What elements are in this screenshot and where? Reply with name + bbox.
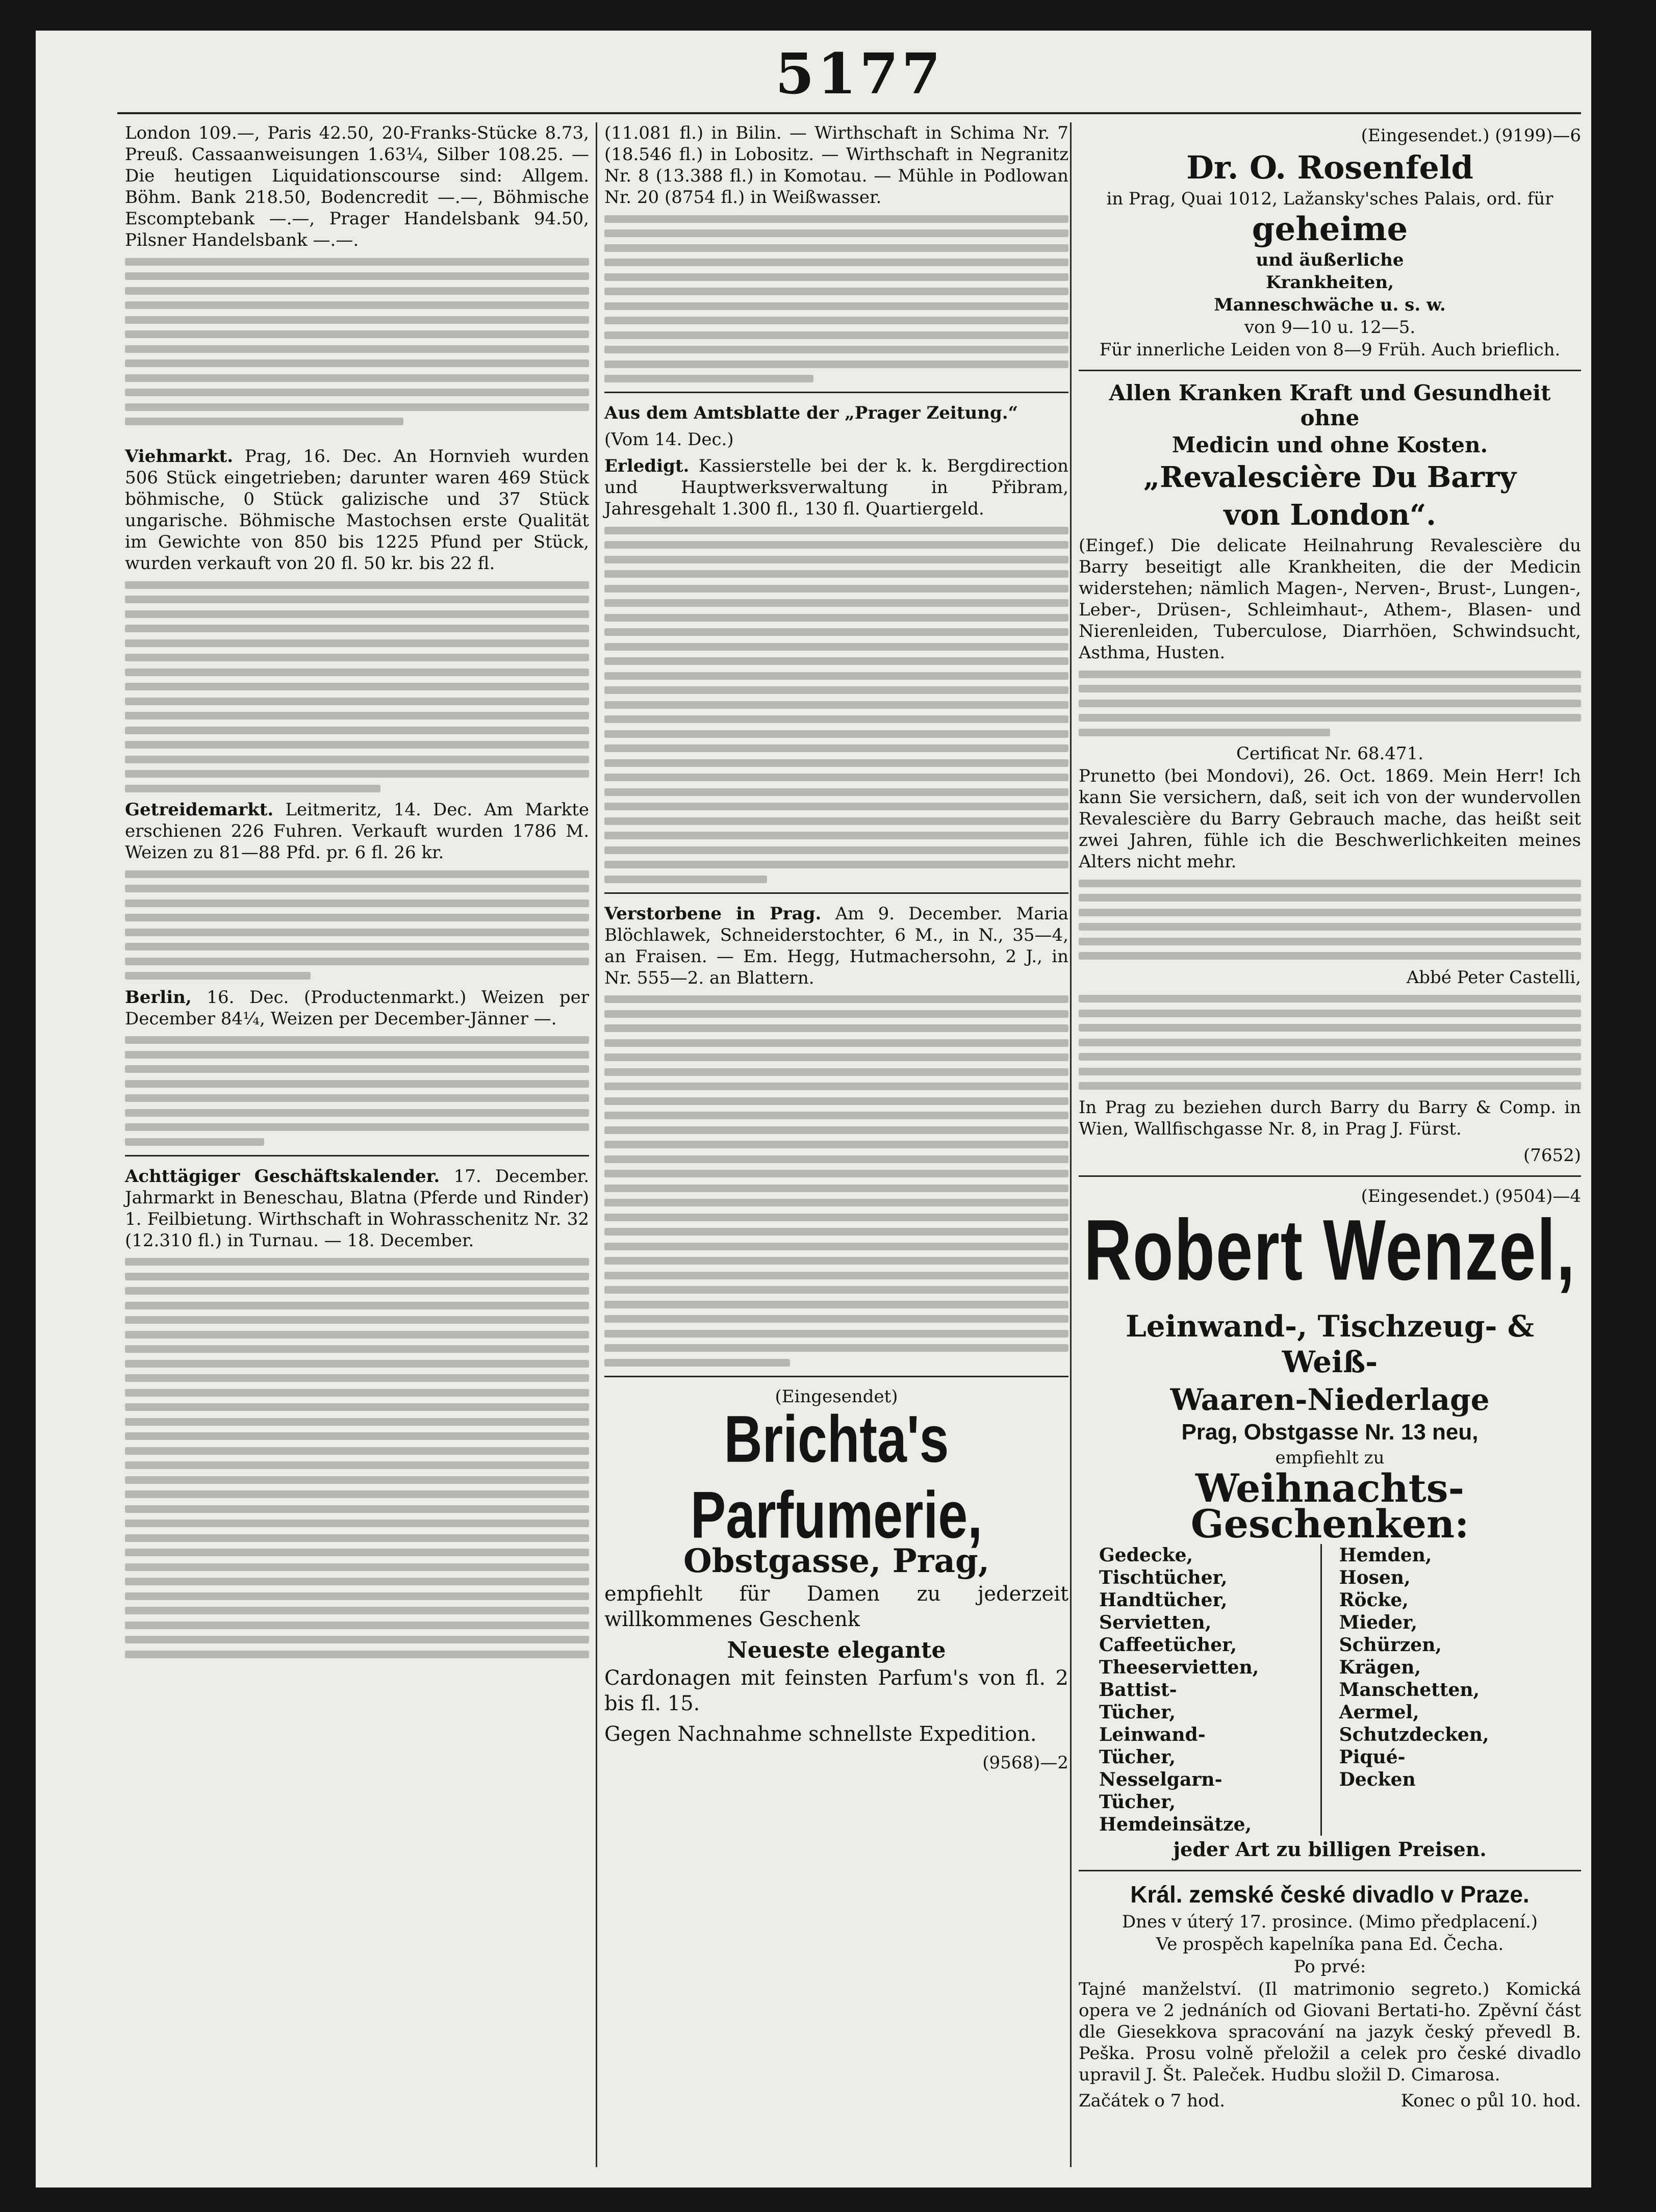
gift-item: Krägen, xyxy=(1339,1656,1421,1678)
gift-list-right xyxy=(1329,1544,1561,1836)
theatre-start: Začátek o 7 hod. xyxy=(1079,2090,1226,2111)
text-line xyxy=(125,1636,589,1643)
text-line xyxy=(604,1010,1068,1018)
erledigt-section xyxy=(604,455,1068,520)
gift-item: Röcke, xyxy=(1339,1589,1409,1611)
theatre-end: Konec o půl 10. hod. xyxy=(1400,2090,1581,2111)
text-line xyxy=(1079,995,1581,1002)
grain-market xyxy=(125,799,589,863)
gift-item: Schutzdecken, xyxy=(1339,1724,1489,1745)
text-line xyxy=(604,1068,1068,1076)
gift-item: Hemdeinsätze, xyxy=(1099,1813,1252,1835)
ad3-gifts: Weihnachts-Geschenken: xyxy=(1190,1465,1469,1547)
grain-market-text: Leitmeritz, 14. Dec. Am Markte erschienen 226 Fuhren. Verkauft wurden 1786 M. Weizen zu 81—88 Pfd. pr. 6 fl. 26 kr. xyxy=(125,800,589,863)
text-line xyxy=(125,683,589,690)
text-line xyxy=(1079,938,1581,945)
text-line xyxy=(125,899,589,907)
text-line xyxy=(125,1258,589,1266)
ad2-text: (Eingef.) Die delicate Heilnahrung Revalescière du Barry beseitigt alle Krankheiten, die der Medicin widerstehen; nämlich Magen-, Nerven-, Brust-, Lungen-, Leber-, Drüsen-, Schleimhaut-, Athem-, Blasen- und Nierenleiden, Tuberculose, Diarrhöen, Schwindsucht, Asthma, Husten. xyxy=(1079,535,1581,663)
text-line xyxy=(125,596,589,603)
text-line xyxy=(604,599,1068,607)
deaths-heading: Verstorbene in Prag. xyxy=(604,903,822,924)
text-line xyxy=(125,1036,589,1044)
text-line xyxy=(604,1315,1068,1323)
text-line xyxy=(125,972,311,980)
text-line xyxy=(125,712,589,719)
text-line xyxy=(125,1607,589,1614)
text-line xyxy=(125,1287,589,1295)
ad2-cert: Certificat Nr. 68.471. xyxy=(1236,743,1424,764)
ad3-label: (Eingesendet.) (9504)—4 xyxy=(1361,1186,1581,1206)
text-line xyxy=(604,244,1068,252)
text-line xyxy=(604,817,1068,825)
text-line xyxy=(125,1389,589,1397)
calendar-heading: Achttägiger Geschäftskalender. xyxy=(125,1166,440,1187)
text-line xyxy=(125,727,589,734)
text-line xyxy=(604,541,1068,549)
text-line xyxy=(125,1622,589,1629)
text-line xyxy=(1079,1068,1581,1075)
ad1-label: (Eingesendet.) (9199)—6 xyxy=(1361,125,1581,146)
text-line xyxy=(125,374,589,382)
ad1-big-1: geheime xyxy=(1252,210,1408,248)
cattle-market-text: Prag, 16. Dec. An Hornvieh wurden 506 Stück eingetrieben; darunter waren 469 Stück böhmische, 0 Stück galizische und 37 Stück ungarische. Böhmische Mastochsen erste Qualität im Gewichte von 850 bis 1225 Pfund per Stück, wurden verkauft von 20 fl. 50 kr. bis 22 fl. xyxy=(125,446,590,574)
text-line xyxy=(1079,894,1581,902)
text-line xyxy=(125,1273,589,1280)
text-line xyxy=(125,668,589,676)
gift-item: Battist-Tücher, xyxy=(1099,1679,1177,1723)
grain-market-heading: Getreidemarkt. xyxy=(125,800,274,820)
ad1-note: Für innerliche Leiden von 8—9 Früh. Auch brieflich. xyxy=(1099,340,1561,360)
text-line xyxy=(604,759,1068,767)
ad1-sub-1: und äußerliche xyxy=(1256,250,1404,270)
gift-item: Gedecke, xyxy=(1099,1544,1193,1566)
column-3 xyxy=(1079,122,1581,2114)
text-line xyxy=(125,403,589,411)
text-line xyxy=(604,1083,1068,1090)
section-rule xyxy=(125,1155,589,1156)
text-line xyxy=(1079,909,1581,916)
text-line xyxy=(1079,729,1330,736)
text-line xyxy=(1079,880,1581,887)
text-line xyxy=(604,715,1068,723)
revalesciere-advertisement xyxy=(1079,380,1581,1166)
deaths-section xyxy=(604,903,1068,989)
text-line xyxy=(604,570,1068,578)
text-line xyxy=(1079,1039,1581,1046)
brichta-line-4: Gegen Nachnahme schnellste Expedition. xyxy=(604,1722,1037,1746)
text-line xyxy=(604,361,1068,368)
ad1-sub-2: Krankheiten, xyxy=(1266,272,1394,293)
text-line xyxy=(125,1316,589,1324)
gift-item: Manschetten, xyxy=(1339,1679,1480,1701)
gift-list-left xyxy=(1099,1544,1322,1836)
brichta-code: (9568)—2 xyxy=(982,1752,1068,1773)
text-line xyxy=(604,229,1068,237)
text-line xyxy=(604,995,1068,1003)
column-divider-1 xyxy=(596,122,597,2167)
text-line xyxy=(125,1549,589,1556)
text-line xyxy=(125,301,589,309)
text-line xyxy=(604,1024,1068,1032)
text-line xyxy=(1079,952,1581,960)
theatre-benefit: Ve prospěch kapelníka pana Ed. Čecha. xyxy=(1156,1934,1504,1954)
berlin-heading: Berlin, xyxy=(125,987,192,1008)
text-line xyxy=(125,943,589,950)
theatre-times xyxy=(1079,2091,1581,2111)
ad-label: (Eingesendet) xyxy=(775,1386,898,1407)
brichta-title: Brichta's Parfumerie, xyxy=(690,1402,983,1552)
text-line xyxy=(604,1112,1068,1119)
text-line xyxy=(125,885,589,892)
text-line xyxy=(604,1301,1068,1308)
calendar-text: 17. December. Jahrmarkt in Beneschau, Blatna (Pferde und Rinder) 1. Feilbietung. Wirthschaft in Wohrasschenitz Nr. 32 (12.310 fl.) in Turnau. — 18. December. xyxy=(125,1166,589,1251)
text-line xyxy=(604,701,1068,709)
text-line xyxy=(1079,1024,1581,1032)
berlin-text: 16. Dec. (Productenmarkt.) Weizen per December 84¼, Weizen per December-Jänner —. xyxy=(125,987,589,1029)
berlin-market xyxy=(125,987,589,1030)
text-line xyxy=(125,1520,589,1527)
text-line xyxy=(125,1138,264,1146)
ad2-agent: In Prag zu beziehen durch Barry du Barry & Comp. in Wien, Wallfischgasse Nr. 8, in Prag J. Fürst. xyxy=(1079,1097,1581,1139)
section-rule xyxy=(1079,370,1581,371)
text-line xyxy=(125,1403,589,1411)
text-line xyxy=(604,1155,1068,1163)
ad3-footer: jeder Art zu billigen Preisen. xyxy=(1173,1837,1487,1861)
text-line xyxy=(125,958,589,965)
text-line xyxy=(604,259,1068,266)
deaths-text: Am 9. December. Maria Blöchlawek, Schneiderstochter, 6 M., in N., 35—4, an Fraisen. — Em. Hegg, Hutmachersohn, 2 J., in Nr. 555—2. an Blattern. xyxy=(604,903,1068,988)
text-line xyxy=(125,1374,589,1382)
text-line xyxy=(604,1126,1068,1134)
gift-item: Mieder, xyxy=(1339,1611,1417,1633)
gift-item: Piqué-Decken xyxy=(1339,1746,1416,1790)
theatre-notice xyxy=(1079,1881,1581,2111)
column-2 xyxy=(604,122,1068,1779)
text-line xyxy=(604,1257,1068,1265)
brichta-advertisement xyxy=(604,1386,1068,1773)
text-line xyxy=(604,643,1068,651)
theatre-first: Po prvé: xyxy=(1293,1956,1366,1977)
text-line xyxy=(604,346,1068,353)
text-line xyxy=(125,1065,589,1073)
erledigt-heading: Erledigt. xyxy=(604,456,690,476)
text-line xyxy=(604,876,767,883)
text-line xyxy=(604,317,1068,324)
column-divider-2 xyxy=(1070,122,1072,2167)
text-line xyxy=(604,1330,1068,1338)
text-line xyxy=(1079,685,1581,692)
text-line xyxy=(125,359,589,367)
text-line xyxy=(125,1461,589,1469)
ad3-address: Prag, Obstgasse Nr. 13 neu, xyxy=(1181,1419,1479,1445)
text-line xyxy=(604,686,1068,694)
header-rule xyxy=(117,112,1581,114)
ad2-sign: Abbé Peter Castelli, xyxy=(1406,967,1581,988)
market-report: London 109.—, Paris 42.50, 20-Franks-Stücke 8.73, Preuß. Cassaanweisungen 1.63¼, Silber 108.25. — Die heutigen Liquidationscourse sind: Allgem. Böhm. Bank 218.50, Bodencredit —.—, Böhmische Escomptebank —.—, Prager Handelsbank 94.50, Pilsner Handelsbank —.—. xyxy=(125,123,589,250)
text-line xyxy=(125,1534,589,1542)
text-line xyxy=(604,1199,1068,1206)
wenzel-advertisement xyxy=(1079,1186,1581,1861)
gift-item: Schürzen, xyxy=(1339,1634,1442,1656)
gift-item: Caffeetücher, xyxy=(1099,1634,1237,1656)
text-line xyxy=(604,672,1068,680)
text-line xyxy=(125,741,589,749)
text-line xyxy=(604,614,1068,622)
gift-item: Hemden, xyxy=(1339,1544,1432,1566)
text-line xyxy=(604,803,1068,810)
ad1-name: Dr. O. Rosenfeld xyxy=(1186,149,1473,186)
section-rule xyxy=(604,1376,1068,1377)
text-line xyxy=(125,316,589,324)
text-line xyxy=(125,625,589,632)
text-line xyxy=(604,774,1068,781)
text-line xyxy=(604,1053,1068,1061)
text-line xyxy=(604,1039,1068,1047)
gift-item: Leinwand-Tücher, xyxy=(1099,1724,1206,1768)
gift-item: Hosen, xyxy=(1339,1566,1411,1588)
text-line xyxy=(125,1563,589,1571)
text-line xyxy=(125,610,589,618)
ad2-title-2: von London“. xyxy=(1224,498,1436,532)
text-line xyxy=(604,1141,1068,1148)
text-line xyxy=(1079,1082,1581,1090)
text-line xyxy=(604,302,1068,310)
text-line xyxy=(125,1418,589,1426)
ad3-rec: empfiehlt zu xyxy=(1275,1447,1385,1468)
ad2-head-1: Allen Kranken Kraft und Gesundheit ohne xyxy=(1109,380,1551,430)
ad2-head-2: Medicin und ohne Kosten. xyxy=(1171,432,1488,457)
text-line xyxy=(1079,714,1581,722)
text-line xyxy=(125,330,589,338)
text-line xyxy=(125,1123,589,1131)
text-line xyxy=(604,657,1068,665)
gift-item: Aermel, xyxy=(1339,1701,1419,1723)
section-rule xyxy=(1079,1175,1581,1177)
text-line xyxy=(604,1359,790,1367)
text-line xyxy=(125,418,403,425)
text-line xyxy=(604,1214,1068,1221)
brichta-line-1: empfiehlt für Damen zu jederzeit willkommenes Geschenk xyxy=(604,1582,1068,1631)
gift-item: Theeservietten, xyxy=(1099,1656,1259,1678)
text-line xyxy=(604,788,1068,796)
text-line xyxy=(604,1170,1068,1177)
text-line xyxy=(125,1432,589,1440)
text-line xyxy=(604,1228,1068,1236)
text-line xyxy=(125,1447,589,1455)
text-line xyxy=(125,756,589,763)
text-line xyxy=(1079,671,1581,678)
text-line xyxy=(604,846,1068,854)
text-line xyxy=(125,389,589,396)
newspaper-page xyxy=(36,31,1591,2188)
text-line xyxy=(1079,1053,1581,1061)
text-line xyxy=(604,215,1068,223)
text-line xyxy=(125,1109,589,1117)
text-line xyxy=(604,273,1068,281)
section-rule xyxy=(1079,1870,1581,1871)
text-line xyxy=(125,914,589,921)
brichta-line-3: Cardonagen mit feinsten Parfum's von fl. 2 bis fl. 15. xyxy=(604,1666,1068,1715)
cattle-market xyxy=(125,446,589,574)
text-line xyxy=(125,1490,589,1498)
text-line xyxy=(604,1344,1068,1352)
ad3-line-2: Waaren-Niederlage xyxy=(1170,1382,1490,1417)
text-line xyxy=(125,1302,589,1309)
text-line xyxy=(604,1286,1068,1294)
text-line xyxy=(604,375,813,382)
theatre-title: Král. zemské české divadlo v Praze. xyxy=(1130,1881,1530,1908)
erledigt-text: Kassierstelle bei der k. k. Bergdirection und Hauptwerksverwaltung in Přibram, Jahresgehalt 1.300 fl., 130 fl. Quartiergeld. xyxy=(604,456,1068,519)
business-calendar xyxy=(125,1166,589,1251)
brichta-address: Obstgasse, Prag, xyxy=(683,1541,989,1580)
text-line xyxy=(604,1243,1068,1250)
text-line xyxy=(604,1097,1068,1105)
section-rule xyxy=(604,892,1068,894)
text-line xyxy=(604,861,1068,868)
text-line xyxy=(604,832,1068,839)
ad1-sub-3: Manneschwäche u. s. w. xyxy=(1214,295,1446,315)
gift-list xyxy=(1079,1544,1581,1836)
ad2-title-1: „Revalescière Du Barry xyxy=(1143,460,1517,494)
gift-item: Servietten, xyxy=(1099,1611,1212,1633)
gift-item: Nesselgarn-Tücher, xyxy=(1099,1768,1222,1813)
theatre-date: Dnes v úterý 17. prosince. (Mimo předplacení.) xyxy=(1122,1911,1538,1932)
text-line xyxy=(604,744,1068,752)
page-number: 5177 xyxy=(775,41,944,107)
text-line xyxy=(125,1476,589,1484)
rosenfeld-advertisement xyxy=(1079,125,1581,361)
auction-list: (11.081 fl.) in Bilin. — Wirthschaft in Schima Nr. 7 (18.546 fl.) in Lobositz. — Wirthschaft in Negranitz Nr. 8 (13.388 fl.) in Komotau. — Mühle in Podlowan Nr. 20 (8754 fl.) in Weißwasser. xyxy=(604,123,1068,208)
text-line xyxy=(125,1651,589,1658)
text-line xyxy=(125,1578,589,1585)
text-line xyxy=(604,628,1068,636)
text-line xyxy=(604,527,1068,534)
text-line xyxy=(125,258,589,266)
text-line xyxy=(1079,923,1581,931)
column-1 xyxy=(125,122,589,1665)
ad2-code: (7652) xyxy=(1523,1145,1581,1166)
text-line xyxy=(125,345,589,353)
text-line xyxy=(604,331,1068,339)
text-line xyxy=(1079,700,1581,707)
text-line xyxy=(604,1185,1068,1192)
cattle-market-heading: Viehmarkt. xyxy=(125,446,234,467)
text-line xyxy=(125,1360,589,1368)
ad2-letter: Prunetto (bei Mondovi), 26. Oct. 1869. Mein Herr! Ich kann Sie versichern, daß, seit ich von der wundervollen Revalescière du Barry Gebrauch mache, das heißt seit zwei Jahren, fühle ich die Beschwerlichkeiten meines Alters nicht mehr. xyxy=(1079,766,1581,872)
text-line xyxy=(125,1080,589,1088)
amtsblatt-heading: Aus dem Amtsblatte der „Prager Zeitung.“ xyxy=(604,403,1018,423)
text-line xyxy=(125,870,589,878)
theatre-play: Tajné manželství. (Il matrimonio segreto.) Komická opera ve 2 jednáních od Giovani Bertati-ho. Zpěvní část dle Giesekkova spracování na jazyk český převedl B. Peška. Prosu volně přeložil a celek pro české divadlo upravil J. Št. Paleček. Hudbu složil D. Cimarosa. xyxy=(1079,1978,1581,2085)
text-line xyxy=(125,1505,589,1513)
gift-item: Handtücher, xyxy=(1099,1589,1228,1611)
text-line xyxy=(125,1051,589,1059)
gift-item: Tischtücher, xyxy=(1099,1566,1228,1588)
text-line xyxy=(125,698,589,705)
text-line xyxy=(604,288,1068,295)
text-line xyxy=(125,272,589,280)
section-rule xyxy=(604,392,1068,393)
text-line xyxy=(125,1331,589,1339)
ad3-line-1: Leinwand-, Tischzeug- & Weiß- xyxy=(1125,1308,1535,1379)
text-line xyxy=(1079,1010,1581,1017)
text-line xyxy=(125,929,589,936)
text-line xyxy=(125,654,589,661)
ad1-hours: von 9—10 u. 12—5. xyxy=(1244,317,1416,338)
text-line xyxy=(604,1272,1068,1279)
text-line xyxy=(125,1094,589,1102)
text-line xyxy=(604,730,1068,738)
text-line xyxy=(604,556,1068,563)
text-line xyxy=(125,639,589,647)
text-line xyxy=(125,1345,589,1353)
text-line xyxy=(125,770,589,778)
text-line xyxy=(125,287,589,295)
text-line xyxy=(125,785,380,792)
amtsblatt-date: (Vom 14. Dec.) xyxy=(604,429,734,450)
ad3-name: Robert Wenzel, xyxy=(1084,1201,1576,1298)
text-line xyxy=(125,581,589,589)
text-line xyxy=(604,585,1068,593)
brichta-line-2: Neueste elegante xyxy=(727,1637,946,1663)
text-line xyxy=(125,1592,589,1600)
ad1-address: in Prag, Quai 1012, Lažansky'sches Palais, ord. für xyxy=(1106,189,1553,209)
